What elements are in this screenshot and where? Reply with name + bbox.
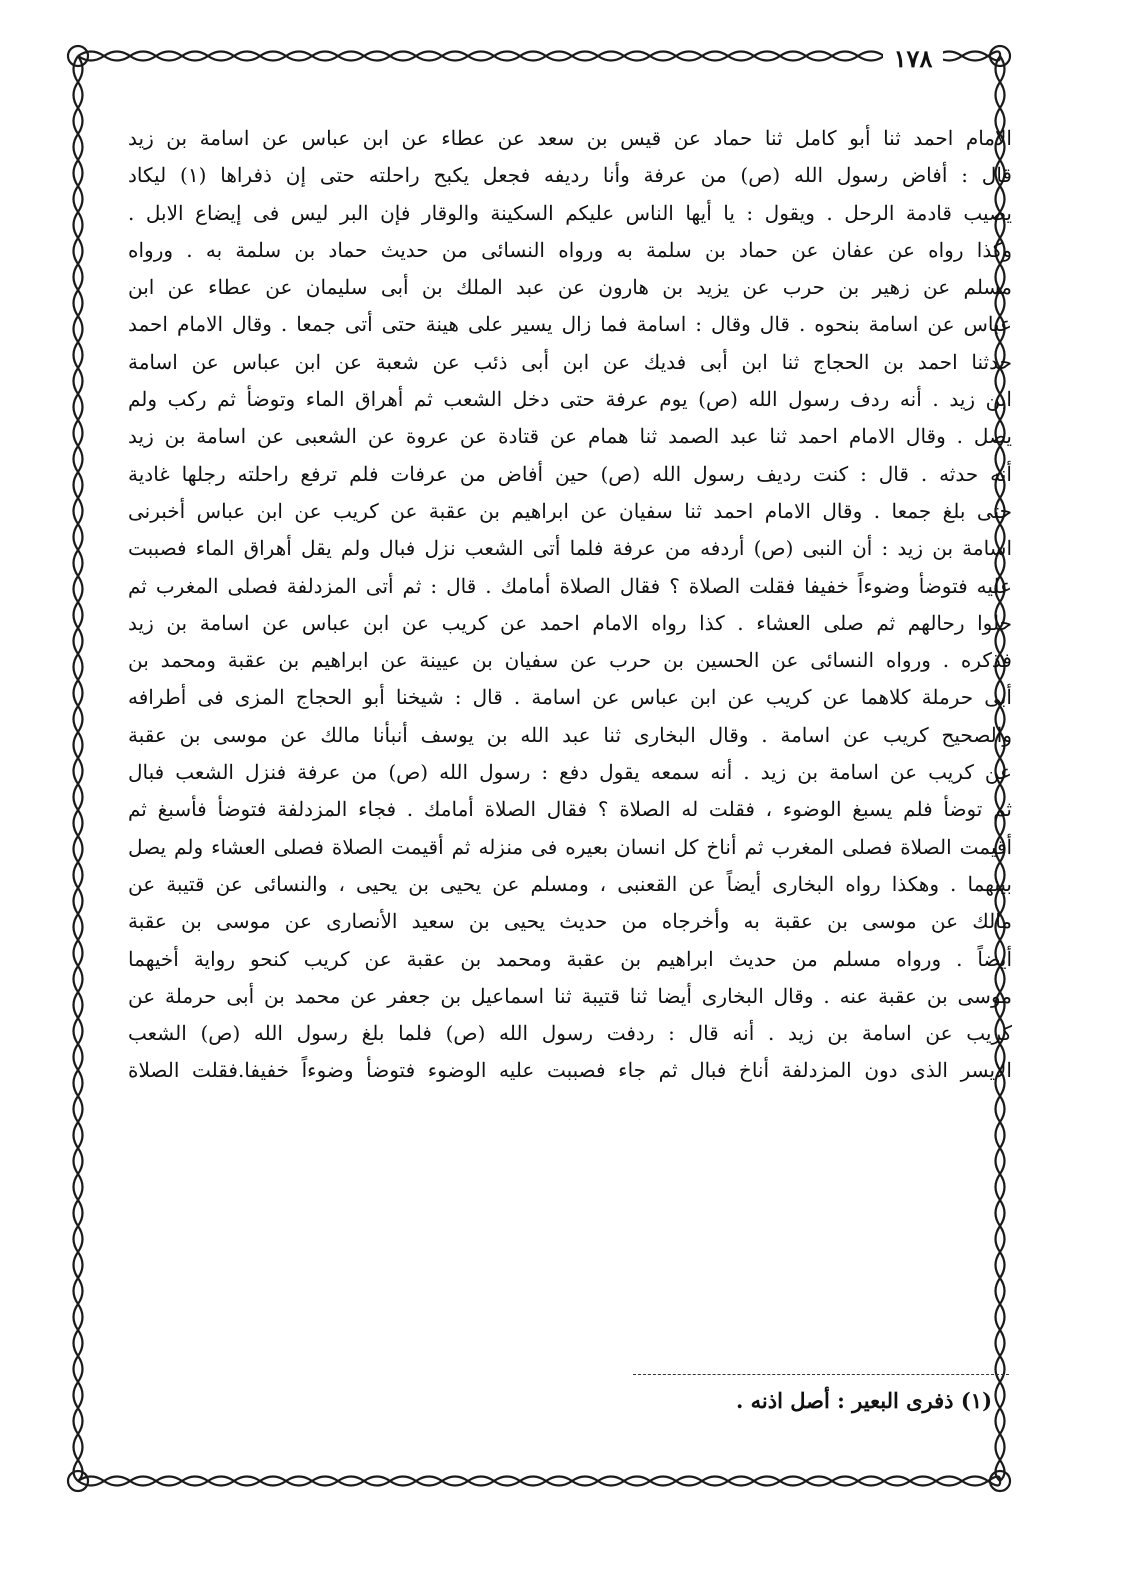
text-line: عليه فتوضأ وضوءاً خفيفا فقلت الصلاة ؟ فقال الصلاة أمامك . قال : ثم أتى المزدلفة فصلى المغرب ثم [128,573,1012,598]
text-line: يصيب قادمة الرحل . ويقول : يا أيها الناس عليكم السكينة والوقار فإن البر ليس فى إيضاع الابل . [128,200,1012,225]
text-line: الامام احمد ثنا أبو كامل ثنا حماد عن قيس بن سعد عن عطاء عن ابن عباس عن اسامة بن زيد [128,126,1012,150]
text-line: أقيمت الصلاة فصلى المغرب ثم أناخ كل انسان بعيره فى منزله ثم أقيمت الصلاة فصلى العشاء ولم يصل [128,834,1012,859]
footnote-divider [633,1374,1009,1375]
text-line: أنه حدثه . قال : كنت رديف رسول الله (ص) حين أفاض من عرفات فلم ترفع راحلته رجلها غادية [128,461,1012,486]
text-line: الايسر الذى دون المزدلفة أناخ فبال ثم جاء فصببت عليه الوضوء فتوضأ وضوءاً خفيفا.فقلت الصلاة [128,1058,1012,1083]
text-line: عن كريب عن اسامة بن زيد . أنه سمعه يقول دفع : رسول الله (ص) من عرفة فنزل الشعب فبال [128,760,1012,785]
footnote: (١) ذفرى البعير : أصل اذنه . [736,1388,992,1413]
text-line: أبى حرملة كلاهما عن كريب عن ابن عباس عن اسامة . قال : شيخنا أبو الحجاج المزى فى أطرافه [128,685,1012,710]
text-line: ثم توضأ فلم يسبغ الوضوء ، فقلت له الصلاة ؟ فقال الصلاة أمامك . فجاء المزدلفة فتوضأ فأسبغ ثم [128,797,1012,822]
text-line: مالك عن موسى بن عقبة به وأخرجاه من حديث يحيى بن سعيد الأنصارى عن موسى بن عقبة [128,909,1012,934]
text-line: بينهما . وهكذا رواه البخارى أيضاً عن القعنبى ، ومسلم عن يحيى بن يحيى ، والنسائى عن قتيبة عن [128,871,1012,896]
text-line: وكذا رواه عن عفان عن حماد بن سلمة به ورواه النسائى من حديث حماد بن سلمة به . ورواه [128,237,1012,262]
text-line: حلوا رحالهم ثم صلى العشاء . كذا رواه الامام احمد عن كريب عن ابن عباس عن اسامة بن زيد [128,610,1012,635]
text-line: أيضاً . ورواه مسلم من حديث ابراهيم بن عقبة ومحمد بن عقبة عن كريب كنحو رواية أخيهما [128,946,1012,971]
text-line: حدثنا احمد بن الحجاج ثنا ابن أبى فديك عن ابن أبى ذئب عن شعبة عن ابن عباس عن اسامة [128,349,1012,374]
main-text [128,120,1012,1090]
text-line: موسى بن عقبة عنه . وقال البخارى أيضا ثنا قتيبة ثنا اسماعيل بن جعفر عن محمد بن أبى حرملة عن [128,983,1012,1008]
text-line: عباس عن اسامة بنحوه . قال وقال : اسامة فما زال يسير على هينة حتى أتى جمعا . وقال الامام احمد [128,312,1012,337]
text-line: يصل . وقال الامام احمد ثنا عبد الصمد ثنا همام عن قتادة عن عروة عن الشعبى عن اسامة بن زيد [128,424,1012,449]
text-line: قال : أفاض رسول الله (ص) من عرفة وأنا رديفه فجعل يكبح راحلته حتى إن ذفراها (١) ليكاد [128,163,1012,188]
text-line: فذكره . ورواه النسائى عن الحسين بن حرب عن سفيان بن عيينة عن ابراهيم بن عقبة ومحمد بن [128,648,1012,673]
text-line: اسامة بن زيد : أن النبى (ص) أردفه من عرفة فلما أتى الشعب نزل فبال ولم يقل أهراق الماء فصببت [128,536,1012,561]
text-line: ابن زيد . أنه ردف رسول الله (ص) يوم عرفة حتى دخل الشعب ثم أهراق الماء وتوضأ ثم ركب ولم [128,387,1012,412]
text-line: والصحيح كريب عن اسامة . وقال البخارى ثنا عبد الله بن يوسف أنبأنا مالك عن موسى بن عقبة [128,722,1012,747]
text-line: كريب عن اسامة بن زيد . أنه قال : ردفت رسول الله (ص) فلما بلغ رسول الله (ص) الشعب [128,1021,1012,1046]
page-number: ١٧٨ [883,44,943,73]
text-line: حتى بلغ جمعا . وقال الامام احمد ثنا سفيان عن ابراهيم بن عقبة عن كريب عن ابن عباس أخبرنى [128,498,1012,523]
text-line: مسلم عن زهير بن حرب عن يزيد بن هارون عن عبد الملك بن أبى سليمان عن عطاء عن ابن [128,275,1012,300]
